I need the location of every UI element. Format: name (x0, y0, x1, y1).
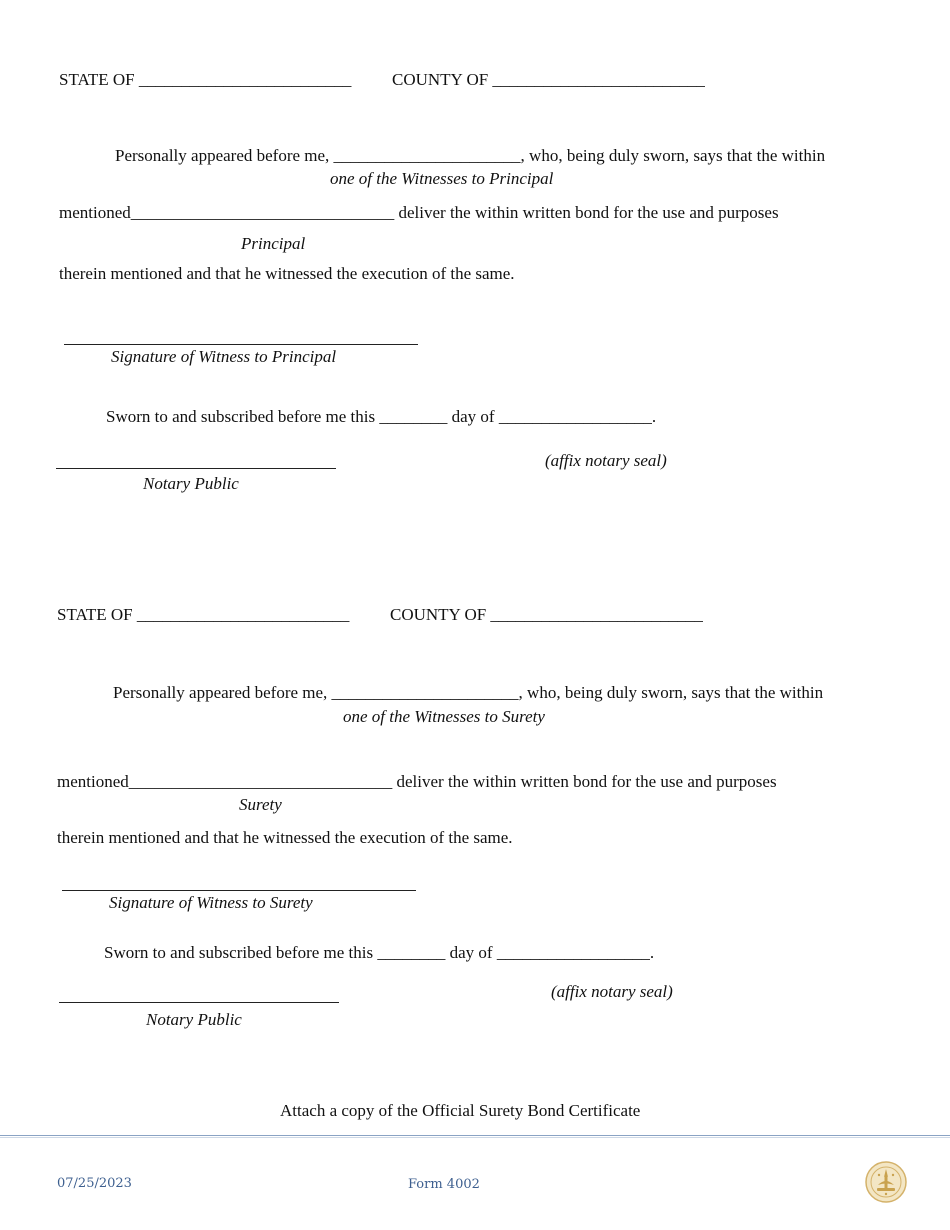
witness-signature-line-1[interactable] (64, 344, 418, 345)
witness-caption-2: one of the Witnesses to Surety (343, 707, 545, 726)
signature-caption-2: Signature of Witness to Surety (109, 893, 313, 912)
seal-note-2: (affix notary seal) (551, 982, 673, 1001)
county-of-field-2[interactable]: COUNTY OF _________________________ (390, 605, 703, 624)
footer-rule (0, 1135, 950, 1136)
sworn-line-2: Sworn to and subscribed before me this ________ day of __________________. (104, 943, 655, 962)
state-of-field-1[interactable]: STATE OF _________________________ (59, 70, 352, 89)
appeared-line-1: Personally appeared before me, ______________________, who, being duly sworn, says that the within (115, 146, 826, 165)
therein-line-2: therein mentioned and that he witnessed the execution of the same. (57, 828, 513, 847)
witness-caption-1: one of the Witnesses to Principal (330, 169, 554, 188)
attach-note: Attach a copy of the Official Surety Bond Certificate (280, 1101, 641, 1120)
therein-line-1: therein mentioned and that he witnessed the execution of the same. (59, 264, 515, 283)
appeared-line-2: Personally appeared before me, ______________________, who, being duly sworn, says that the within (113, 683, 824, 702)
notary-signature-line-2[interactable] (59, 1002, 339, 1003)
footer-form-number: Form 4002 (408, 1177, 480, 1192)
mentioned-line-1: mentioned_______________________________ deliver the within written bond for the use and purposes (59, 203, 779, 222)
party-caption-principal: Principal (241, 234, 306, 253)
signature-caption-1: Signature of Witness to Principal (111, 347, 337, 366)
notary-signature-line-1[interactable] (56, 468, 336, 469)
state-seal-icon (865, 1161, 907, 1203)
state-of-field-2[interactable]: STATE OF _________________________ (57, 605, 350, 624)
witness-signature-line-2[interactable] (62, 890, 416, 891)
notary-caption-2: Notary Public (146, 1010, 242, 1029)
notary-caption-1: Notary Public (143, 474, 239, 493)
party-caption-surety: Surety (239, 795, 282, 814)
seal-note-1: (affix notary seal) (545, 451, 667, 470)
footer-rule-shadow (0, 1137, 950, 1138)
county-of-field-1[interactable]: COUNTY OF _________________________ (392, 70, 705, 89)
sworn-line-1: Sworn to and subscribed before me this ________ day of __________________. (106, 407, 657, 426)
footer-date: 07/25/2023 (57, 1176, 132, 1191)
mentioned-line-2: mentioned_______________________________ deliver the within written bond for the use and purposes (57, 772, 777, 791)
